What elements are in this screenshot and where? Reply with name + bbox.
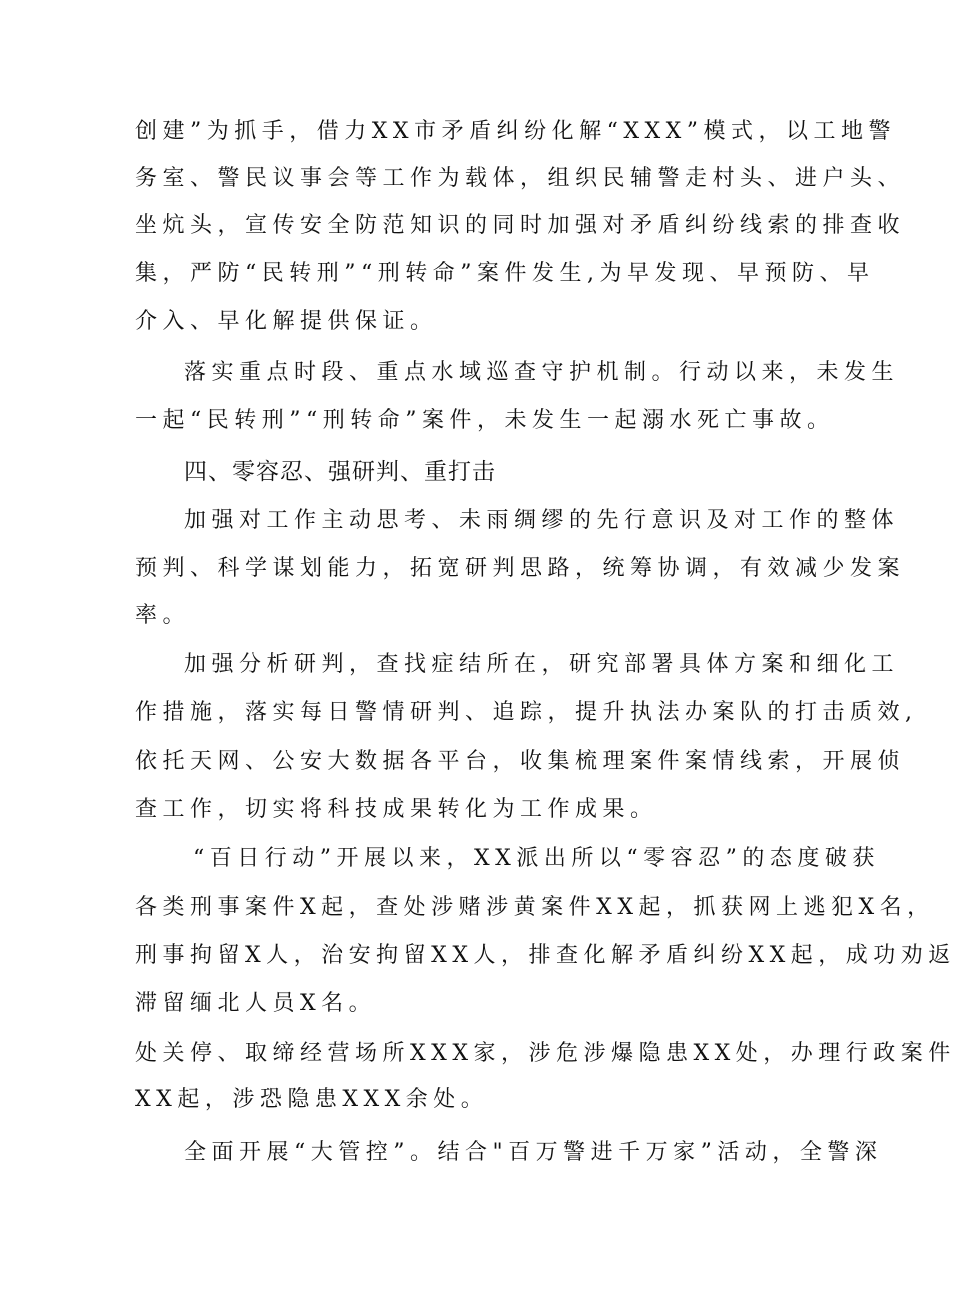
text-line: 集，严防“民转刑”“刑转命”案件发生,为早发现、早预防、早 xyxy=(135,261,875,286)
text-line: 一起“民转刑”“刑转命”案件，未发生一起溺水死亡事故。 xyxy=(135,408,835,433)
text-line: 滞留缅北人员X名。 xyxy=(135,991,377,1016)
text-line: 全面开展“大管控”。结合"百万警进千万家”活动，全警深 xyxy=(184,1140,883,1165)
text-line: 依托天网、公安大数据各平台，收集梳理案件案情线索，开展侦 xyxy=(135,749,906,774)
text-line: 落实重点时段、重点水域巡查守护机制。行动以来，未发生 xyxy=(184,360,900,385)
text-line: 预判、科学谋划能力，拓宽研判思路，统筹协调，有效减少发案 xyxy=(135,556,906,581)
text-line: 创建”为抓手，借力XX市矛盾纠纷化解“XXX”模式，以工地警 xyxy=(135,119,897,144)
text-line: 率。 xyxy=(135,603,191,628)
text-line: 加强分析研判，查找症结所在，研究部署具体方案和细化工 xyxy=(184,652,900,677)
text-line: 查工作，切实将科技成果转化为工作成果。 xyxy=(135,797,658,822)
text-line: 作措施，落实每日警情研判、追踪，提升执法办案队的打击质效, xyxy=(135,700,918,725)
text-line: 各类刑事案件X起，查处涉赌涉黄案件XX起，抓获网上逃犯X名， xyxy=(135,895,935,920)
text-line: XX起，涉恐隐患XXX余处。 xyxy=(135,1087,489,1112)
text-line: 处关停、取缔经营场所XXX家，涉危涉爆隐患XX处，办理行政案件 xyxy=(135,1041,956,1066)
text-line: 坐炕头，宣传安全防范知识的同时加强对矛盾纠纷线索的排查收 xyxy=(135,213,906,238)
text-line: “百日行动”开展以来，XX派出所以“零容忍”的态度破获 xyxy=(193,846,880,871)
text-line: 加强对工作主动思考、未雨绸缪的先行意识及对工作的整体 xyxy=(184,508,900,533)
text-line: 刑事拘留X人，治安拘留XX人，排查化解矛盾纠纷XX起，成功劝返 xyxy=(135,943,956,968)
section-heading: 四、零容忍、强研判、重打击 xyxy=(184,459,496,485)
text-line: 务室、警民议事会等工作为载体，组织民辅警走村头、进户头、 xyxy=(135,166,906,191)
text-line: 介入、早化解提供保证。 xyxy=(135,309,438,334)
